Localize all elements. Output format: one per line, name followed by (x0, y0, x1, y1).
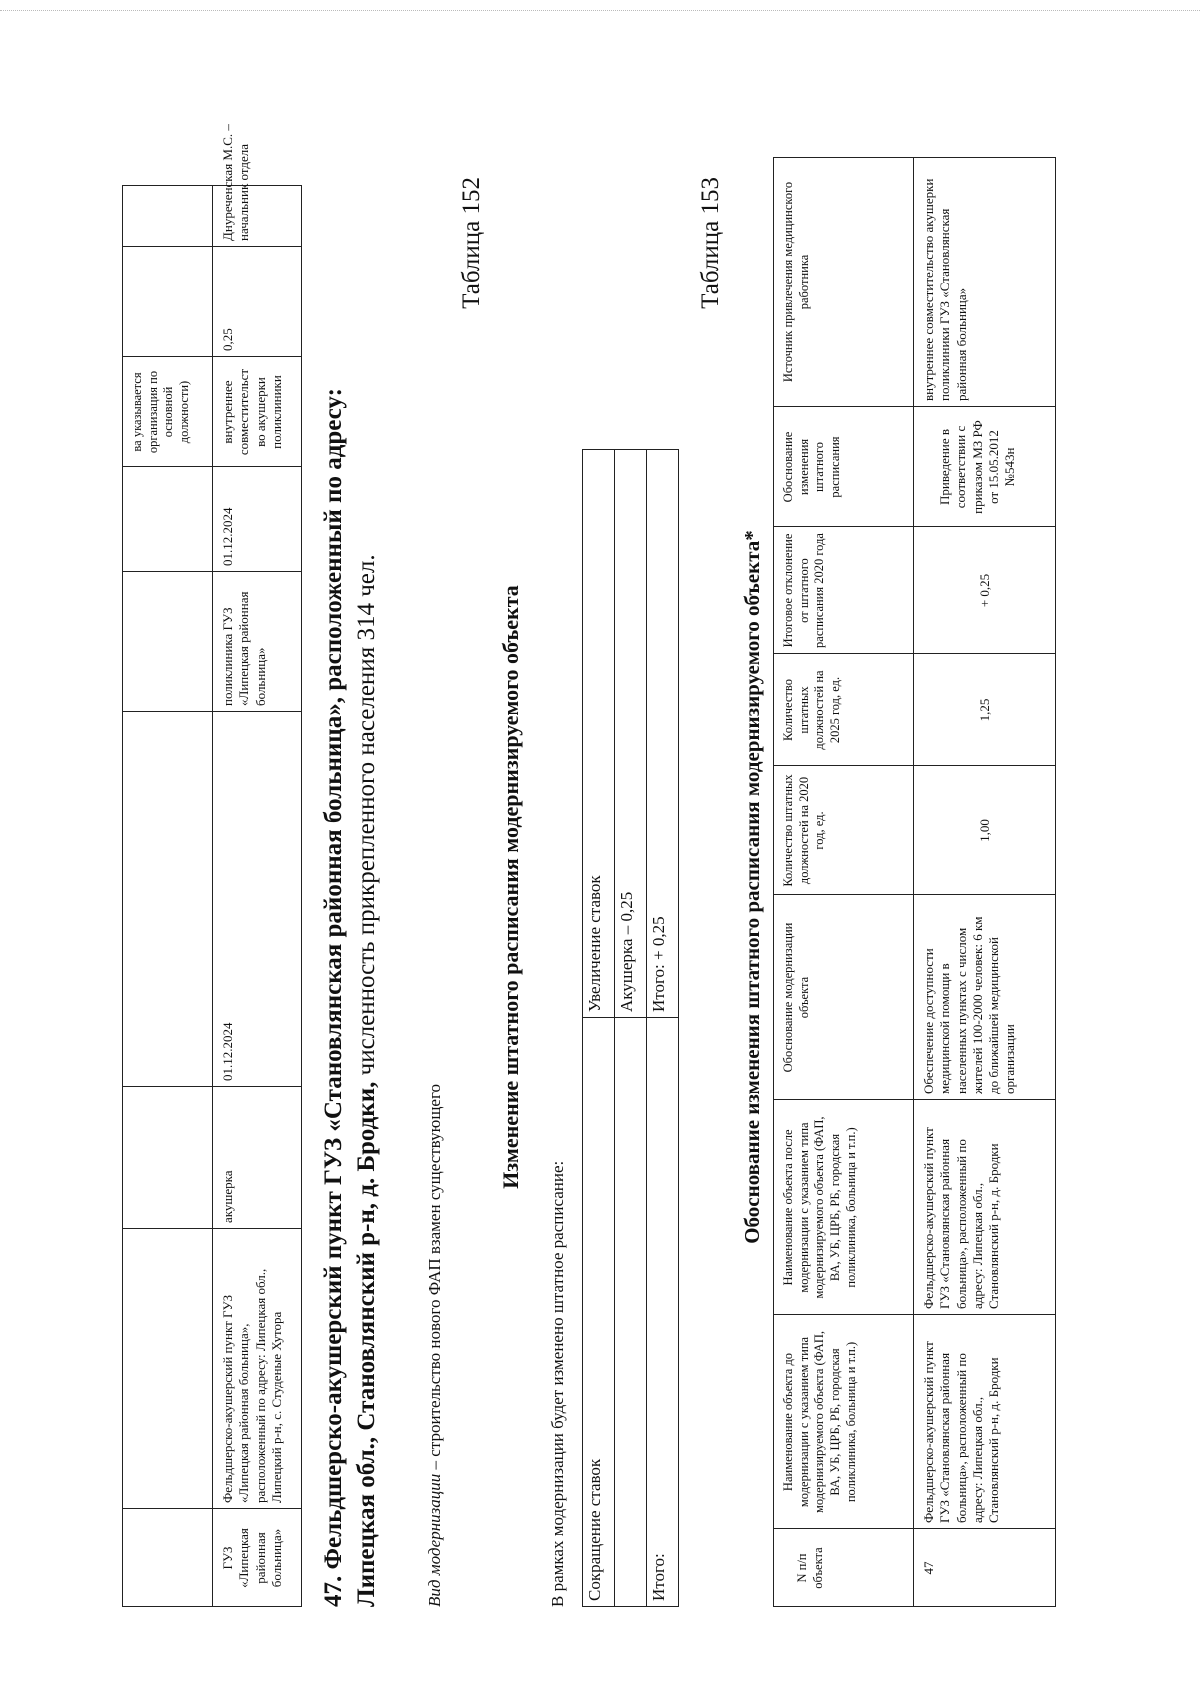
section-heading-line1: 47. Фельдшерско-акушерский пункт ГУЗ «Становлянская районная больница», расположенный по адресу: (320, 388, 347, 1607)
table-152-label: Таблица 152 (458, 177, 485, 309)
header-reason: Обоснование модернизации объекта (781, 922, 811, 1073)
decrease-header: Сокращение ставок (583, 1018, 615, 1607)
continuation-table (122, 124, 302, 1607)
row-deviation: + 0,25 (977, 573, 992, 608)
total-increase: Итого: + 0,25 (647, 450, 679, 1018)
object-cell: Фельдшерско-акушерский пункт ГУЗ «Липецкая районная больница», расположенный по адресу: Липецкая обл., Липецкий р-н, с. Студеные Хутора (220, 1268, 284, 1503)
row-source: внутреннее совместительство акушерки поликлиники ГУЗ «Становлянская районная больница» (921, 178, 969, 401)
decrease-item-empty (615, 1018, 647, 1607)
increase-item: Акушерка – 0,25 (615, 450, 647, 1018)
modernization-type-text: – строительство нового ФАП взамен существующего (425, 1083, 444, 1474)
date2-cell: 01.12.2024 (220, 507, 235, 566)
increase-header: Увеличение ставок (583, 450, 615, 1018)
staff-change-table (582, 449, 679, 1607)
row-count-2020: 1,00 (977, 819, 992, 842)
row-reason: Обеспечение доступности медицинской помощи в населенных пунктах с числом жителей 100-2000 человек: 6 км до ближайшей медицинской организации (921, 916, 1018, 1094)
row-after: Фельдшерско-акушерский пункт ГУЗ «Становлянская районная больница», расположенный по адресу: Липецкая обл., Становлянский р-н, д. Бродки (921, 1127, 1001, 1309)
justification-table (773, 157, 1056, 1607)
row-before: Фельдшерско-акушерский пункт ГУЗ «Становлянская районная больница», расположенный по адресу: Липецкая обл., Становлянский р-н, д. Бродки (921, 1341, 1001, 1523)
header-deviation: Итоговое отклонение от штатного расписания 2020 года (781, 533, 827, 648)
header-source: Источник привлечения медицинского работника (781, 181, 811, 383)
header-n: N п/п объекта (795, 1547, 825, 1589)
date-cell: 01.12.2024 (220, 1022, 235, 1081)
place-cell: поликлиника ГУЗ «Липецкая районная больница» (220, 591, 268, 706)
position-cell: акушерка (220, 1170, 235, 1223)
row-n: 47 (921, 1561, 936, 1575)
header-basis: Обоснование изменения штатного расписания (781, 431, 842, 503)
staff-change-title: Изменение штатного расписания модернизируемого объекта (498, 585, 523, 1189)
responsible-cell: Днуреченская М.С. – начальник отдела (220, 124, 252, 241)
section-heading-population: численность прикрепленного населения 314 чел. (352, 554, 380, 1076)
total-decrease: Итого: (647, 1018, 679, 1607)
section-heading-address: Липецкая обл., Становлянский р-н, д. Бродки, (352, 1081, 380, 1607)
header-count-2020: Количество штатных должностей на 2020 год, ед. (781, 774, 827, 887)
rate-cell: 0,25 (220, 328, 235, 351)
header-count-2025: Количество штатных должностей на 2025 год, ед. (781, 670, 842, 750)
modernization-type-label: Вид модернизации (425, 1473, 444, 1607)
header-before: Наименование объекта до модернизации с указанием типа модернизируемого объекта (ФАП, ВА, УБ, ЦРБ, РБ, городская поликлиника, больница и т.п.) (781, 1331, 858, 1513)
section-heading (318, 167, 383, 1607)
header-after: Наименование объекта после модернизации с указанием типа модернизируемого объекта (ФАП, ВА, УБ, ЦРБ, РБ, городская поликлиника, больница и т.п.) (781, 1116, 858, 1299)
header-note: ва указывается организация по основной должности) (130, 370, 191, 454)
row-count-2025: 1,25 (977, 698, 992, 722)
org-cell: ГУЗ «Липецкая районная больница» (220, 1528, 284, 1588)
table-153-label: Таблица 153 (697, 177, 724, 309)
source-cell: внутреннее совместительст во акушерки поликлиники (220, 368, 284, 456)
table-153-title: Обоснование изменения штатного расписания модернизируемого объекта* (740, 530, 764, 1244)
staff-change-intro: В рамках модернизации будет изменено штатное расписание: (548, 1160, 567, 1607)
modernization-type (425, 707, 445, 1607)
row-basis: Приведение в соответствии с приказом МЗ РФ от 15.05.2012 №543н (937, 420, 1017, 514)
